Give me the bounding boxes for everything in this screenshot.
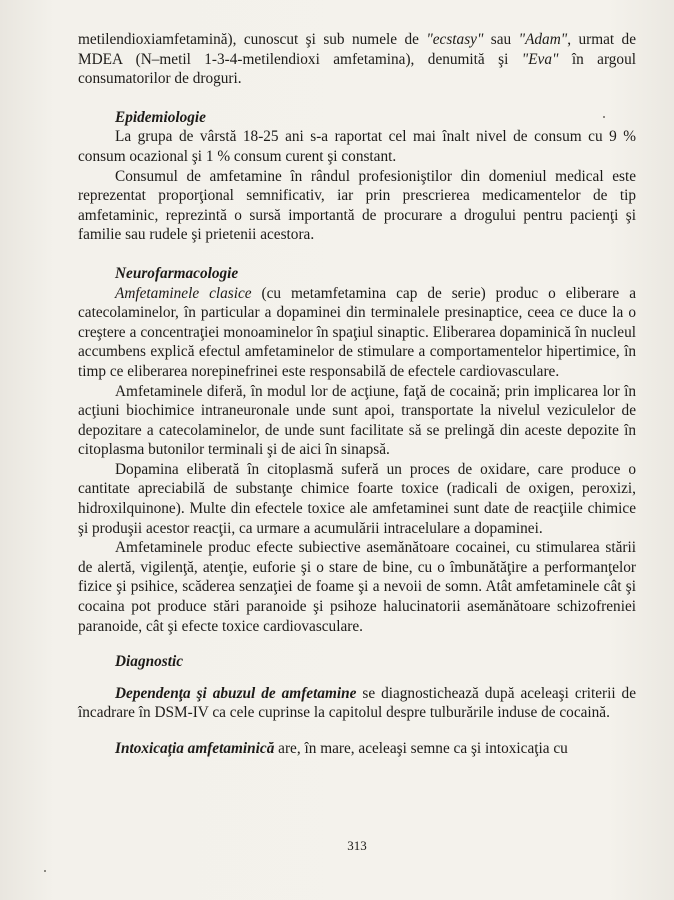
paragraph: Amfetaminele diferă, în modul lor de acţiune, faţă de cocaină; prin implicarea lor în acţiuni biochimice intraneuronale unde sunt apoi, transportate la nivelul veziculelor de depozitare a catecolaminelor, de unde sunt facilitate să se prelingă din aceste depozite în citoplasma butonilor terminali şi de aici în sinapsă. bbox=[78, 382, 636, 459]
italic-term: "Eva" bbox=[521, 50, 559, 68]
continuation-paragraph: metilendioxiamfetamină), cunoscut şi sub numele de "ecstasy" sau "Adam", urmat de MDEA (N–metil 1-3-4-metilendioxi amfetamina), denumită şi "Eva" în argoul consumatorilor de droguri. bbox=[78, 31, 636, 88]
italic-term: "ecstasy" bbox=[426, 31, 484, 48]
section-heading-epidemiologie: Epidemiologie bbox=[115, 108, 206, 126]
paragraph: Consumul de amfetamine în rândul profesioniştilor din domeniul medical este reprezentat proporţional semnificativ, iar prin prescrierea medicamentelor de tip amfetaminic, reprezintă o sursă importantă de procurare a drogului pentru pacienţi şi familie sau rudele şi prietenii acestora. bbox=[78, 167, 636, 244]
paragraph: Dopamina eliberată în citoplasmă suferă un proces de oxidare, care produce o cantitate apreciabilă de substanţe chimice foarte toxice (radicali de oxigen, peroxizi, hidroxilquinone). Multe din efectele toxice ale amfetaminei sunt date de reacţiile chimice şi produşii acestor reacţii, ca urmare a acumulării intracelulare a dopaminei. bbox=[78, 460, 636, 537]
paragraph: La grupa de vârstă 18-25 ani s-a raportat cel mai înalt nivel de consum cu 9 % consum ocazional şi 1 % consum curent şi constant. bbox=[78, 128, 636, 165]
scan-speck bbox=[603, 116, 605, 118]
paragraph: Amfetaminele produc efecte subiective asemănătoare cocainei, cu stimularea stării de alertă, vigilenţă, atenţie, euforie şi o stare de bine, cu o îmbunătăţire a performanţelor fizice şi psihice, scăderea senzaţiei de foame şi a nevoii de somn. Atât amfetaminele cât şi cocaina pot produce stări paranoide şi psihoze halucinatorii asemănătoare schizofreniei paranoide, cât şi efecte toxice cardiovasculare. bbox=[78, 539, 636, 635]
paragraph: Dependenţa şi abuzul de amfetamine se diagnostichează după aceleaşi criterii de încadrare în DSM-IV ca cele cuprinse la capitolul despre tulburările induse de cocaină. bbox=[78, 684, 636, 722]
section-heading-diagnostic: Diagnostic bbox=[115, 653, 183, 671]
paragraph: Amfetaminele clasice (cu metamfetamina cap de serie) produc o eliberare a catecolaminelor, în particular a dopaminei din terminalele presinaptice, ceea ce duce la o creştere a concentraţiei monoaminelor în spaţiul sinaptic. Eliberarea dopaminică în nucleul accumbens explică efectul amfetaminelor de stimulare a comportamentelor hipertimice, în timp ce eliberarea norepinefrinei este responsabilă de efectele cardiovasculare. bbox=[78, 284, 636, 380]
italic-term: Amfetaminele clasice bbox=[115, 284, 252, 302]
bold-italic-term: Dependenţa şi abuzul de amfetamine bbox=[115, 684, 357, 702]
bold-italic-term: Intoxicaţia amfetaminică bbox=[115, 740, 275, 757]
paragraph: Intoxicaţia amfetaminică are, în mare, aceleaşi semne ca şi intoxicaţia cu bbox=[115, 740, 568, 757]
page-number: 313 bbox=[347, 838, 367, 853]
section-heading-neurofarmacologie: Neurofarmacologie bbox=[115, 264, 239, 282]
scan-speck bbox=[44, 870, 46, 872]
italic-term: "Adam" bbox=[518, 31, 568, 48]
